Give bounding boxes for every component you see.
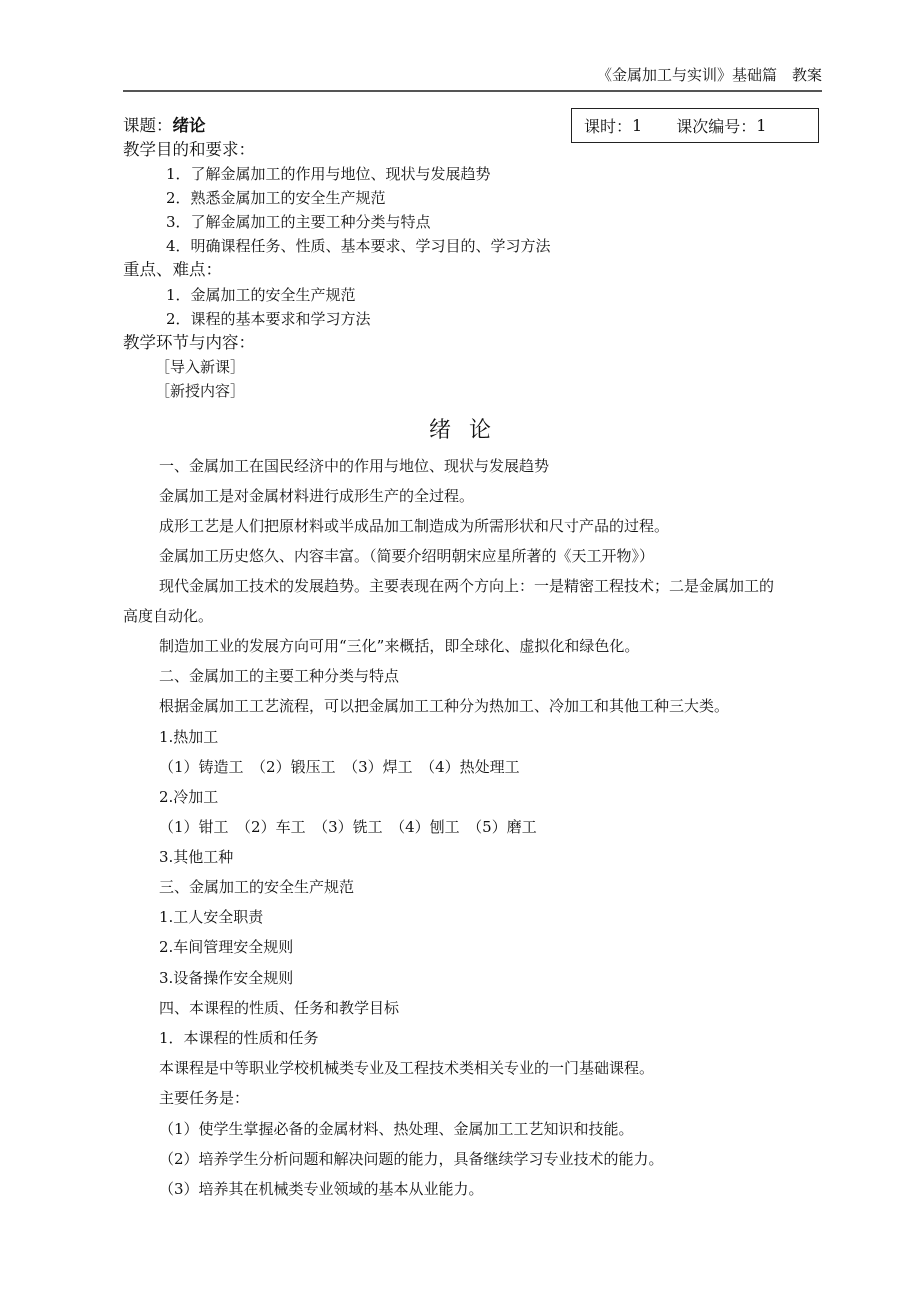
section-heading: 三、金属加工的安全生产规范 (159, 878, 355, 896)
paragraph: 本课程是中等职业学校机械类专业及工程技术类相关专业的一门基础课程。 (159, 1059, 655, 1077)
subheading: 1.热加工 (159, 728, 219, 746)
paragraph: 根据金属加工工艺流程，可以把金属加工工种分为热加工、冷加工和其他工种三大类。 (159, 697, 730, 715)
paragraph: 现代金属加工技术的发展趋势。主要表现在两个方向上：一是精密工程技术；二是金属加工的 (159, 577, 775, 595)
key-point-item: 1．金属加工的安全生产规范 (166, 286, 356, 304)
subheading: 3.设备操作安全规则 (159, 969, 294, 987)
lesson-number-value: 1 (756, 116, 767, 135)
hours-label: 课时： (584, 117, 633, 136)
list-item: （1）铸造工 （2）锻压工 （3）焊工 （4）热处理工 (159, 758, 520, 776)
objective-item: 1．了解金属加工的作用与地位、现状与发展趋势 (166, 165, 491, 183)
subheading: 1．本课程的性质和任务 (159, 1029, 319, 1047)
objective-item: 2．熟悉金属加工的安全生产规范 (166, 189, 386, 207)
hours-value: 1 (632, 116, 643, 135)
document-header-title: 《金属加工与实训》基础篇 教案 (596, 66, 822, 84)
list-item: （2）培养学生分析问题和解决问题的能力，具备继续学习专业技术的能力。 (159, 1150, 664, 1168)
page-header (123, 62, 822, 92)
section-heading: 四、本课程的性质、任务和教学目标 (159, 999, 400, 1017)
key-points-heading: 重点、难点： (123, 260, 222, 279)
subheading: 1.工人安全职责 (159, 908, 264, 926)
objective-item: 4．明确课程任务、性质、基本要求、学习目的、学习方法 (166, 237, 551, 255)
section-heading: 二、金属加工的主要工种分类与特点 (159, 667, 400, 685)
section-heading: 一、金属加工在国民经济中的作用与地位、现状与发展趋势 (159, 457, 550, 475)
paragraph: 主要任务是： (159, 1089, 250, 1107)
paragraph: 金属加工历史悠久、内容丰富。（简要介绍明朝宋应星所著的《天工开物》） (159, 547, 655, 565)
paragraph: 制造加工业的发展方向可用“三化”来概括，即全球化、虚拟化和绿色化。 (159, 637, 640, 655)
lesson-number-label: 课次编号： (676, 117, 757, 136)
paragraph: 金属加工是对金属材料进行成形生产的全过程。 (159, 487, 475, 505)
key-point-item: 2．课程的基本要求和学习方法 (166, 310, 371, 328)
subheading: 3.其他工种 (159, 848, 234, 866)
intro-section-label: ［导入新课］ (155, 358, 246, 376)
topic-line (123, 116, 206, 136)
topic-label: 课题： (123, 116, 173, 135)
objectives-heading: 教学目的和要求： (123, 140, 255, 159)
new-content-section-label: ［新授内容］ (155, 382, 246, 400)
list-item: （1）钳工 （2）车工 （3）铣工 （4）刨工 （5）磨工 (159, 818, 537, 836)
content-title: 绪论 (428, 418, 509, 443)
subheading: 2.冷加工 (159, 788, 219, 806)
teaching-heading: 教学环节与内容： (123, 333, 255, 352)
list-item: （1）使学生掌握必备的金属材料、热处理、金属加工工艺知识和技能。 (159, 1120, 634, 1138)
objective-item: 3．了解金属加工的主要工种分类与特点 (166, 213, 431, 231)
lesson-info-box (571, 108, 819, 143)
subheading: 2.车间管理安全规则 (159, 938, 294, 956)
list-item: （3）培养其在机械类专业领域的基本从业能力。 (159, 1180, 484, 1198)
paragraph-continuation: 高度自动化。 (123, 607, 214, 625)
paragraph: 成形工艺是人们把原材料或半成品加工制造成为所需形状和尺寸产品的过程。 (159, 517, 670, 535)
topic-value: 绪论 (172, 116, 206, 135)
